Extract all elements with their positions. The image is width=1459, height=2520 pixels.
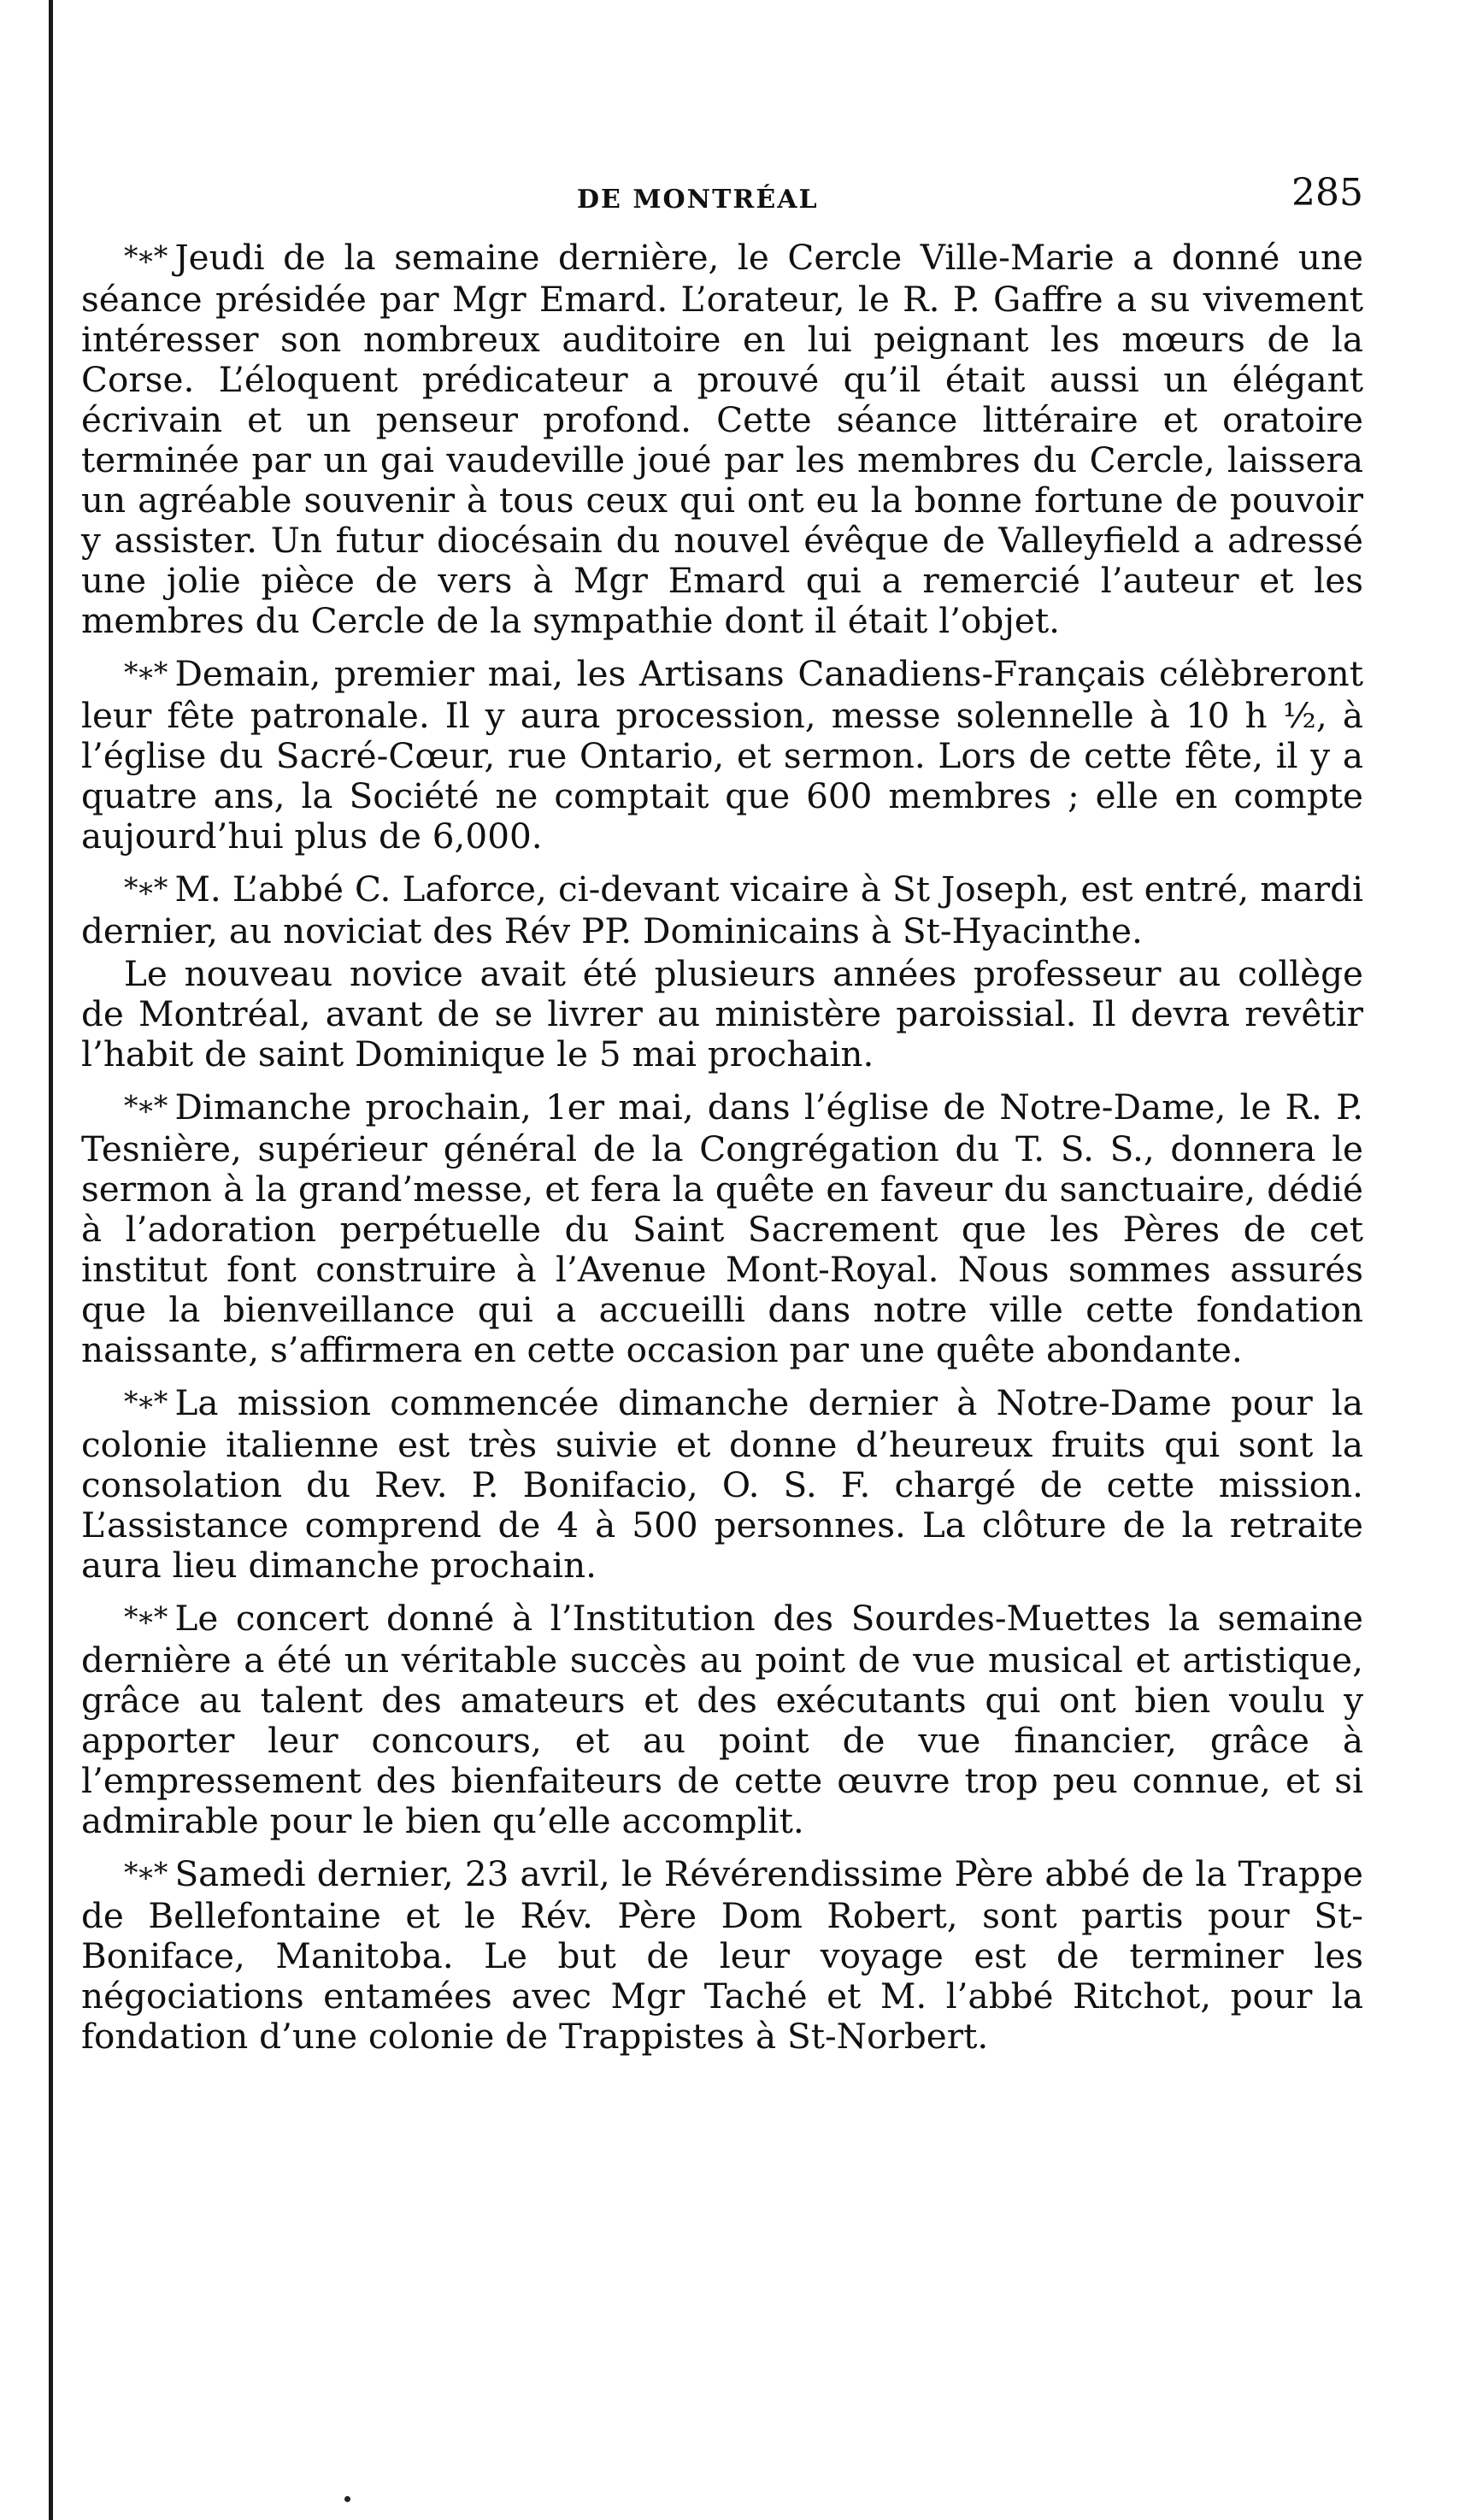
paragraph-text: M. L’abbé C. Laforce, ci-devant vicaire à St Joseph, est entré, mardi dernier, au noviciat des Rév PP. Dominicains à St-Hyacinthe. (81, 868, 1363, 951)
asterism-icon: *∗* (124, 656, 167, 689)
news-item-abbe-laforce (81, 869, 1363, 951)
paragraph-text: Jeudi de la semaine dernière, le Cercle Ville-Marie a donné une séance présidée par Mgr Emard. L’orateur, le R. P. Gaffre a su vivement intéresser son nombreux auditoire en lui peignant les mœurs de la Corse. L’éloquent prédicateur a prouvé qu’il était aussi un élégant écrivain et un penseur profond. Cette séance littéraire et oratoire terminée par un gai vaudeville joué par les membres du Cercle, laissera un agréable souvenir à tous ceux qui ont eu la bonne fortune de pouvoir y assister. Un futur diocésain du nouvel évêque de Valleyfield a adressé une jolie pièce de vers à Mgr Emard qui a remercié l’auteur et les membres du Cercle de la sympathie dont il était l’objet. (81, 237, 1363, 641)
news-item-mission-italienne (81, 1383, 1363, 1586)
paragraph-text: Le concert donné à l’Institution des Sourdes-Muettes la semaine dernière a été un véritable succès au point de vue musical et artistique, grâce au talent des amateurs et des exécutants qui ont bien voulu y apporter leur concours, et au point de vue financier, grâce à l’empressement des bienfaiteurs de cette œuvre trop peu connue, et si admirable pour le bien qu’elle accomplit. (81, 1598, 1363, 1841)
news-item-notre-dame-sermon (81, 1087, 1363, 1370)
news-item-concert-sourdes-muettes (81, 1599, 1363, 1841)
ink-dot (344, 2496, 350, 2502)
asterism-icon: *∗* (124, 1856, 167, 1889)
article-body (81, 238, 1363, 2070)
paragraph-text: Samedi dernier, 23 avril, le Révérendissime Père abbé de la Trappe de Bellefontaine et le Rév. Père Dom Robert, sont partis pour St-Boniface, Manitoba. Le but de leur voyage est de terminer les négociations entamées avec Mgr Taché et M. l’abbé Ritchot, pour la fondation d’une colonie de Trappistes à St-Norbert. (81, 1853, 1363, 2057)
asterism-icon: *∗* (124, 1600, 167, 1634)
asterism-icon: *∗* (124, 239, 167, 273)
news-item-artisans-canadiens (81, 654, 1363, 857)
news-item-trappistes (81, 1854, 1363, 2057)
paragraph-text: La mission commencée dimanche dernier à Notre-Dame pour la colonie italienne est très suivie et donne d’heureux fruits qui sont la consolation du Rev. P. Bonifacio, O. S. F. chargé de cette mission. L’assistance comprend de 4 à 500 personnes. La clôture de la retraite aura lieu dimanche prochain. (81, 1382, 1363, 1586)
news-item-nouveau-novice (81, 954, 1363, 1075)
asterism-icon: *∗* (124, 1385, 167, 1418)
asterism-icon: *∗* (124, 871, 167, 904)
asterism-icon: *∗* (124, 1089, 167, 1122)
news-item-cercle-ville-marie (81, 238, 1363, 641)
paragraph-text: Demain, premier mai, les Artisans Canadiens-Français célèbreront leur fête patronale. Il y aura procession, messe solennelle à 10 h ½, à l’église du Sacré-Cœur, rue Ontario, et sermon. Lors de cette fête, il y a quatre ans, la Société ne comptait que 600 membres ; elle en compte aujourd’hui plus de 6,000. (81, 653, 1363, 857)
page-margin-rule (49, 0, 53, 2520)
page-number: 285 (1291, 171, 1363, 215)
paragraph-text: Le nouveau novice avait été plusieurs années professeur au collège de Montréal, avant de se livrer au ministère paroissial. Il devra revêtir l’habit de saint Dominique le 5 mai prochain. (81, 953, 1363, 1075)
running-head: DE MONTRÉAL (577, 185, 819, 215)
paragraph-text: Dimanche prochain, 1er mai, dans l’église de Notre-Dame, le R. P. Tesnière, supérieur général de la Congrégation du T. S. S., donnera le sermon à la grand’messe, et fera la quête en faveur du sanctuaire, dédié à l’adoration perpétuelle du Saint Sacrement que les Pères de cet institut font construire à l’Avenue Mont-Royal. Nous sommes assurés que la bienveillance qui a accueilli dans notre ville cette fondation naissante, s’affirmera en cette occasion par une quête abondante. (81, 1086, 1363, 1370)
page-header (81, 161, 1363, 221)
